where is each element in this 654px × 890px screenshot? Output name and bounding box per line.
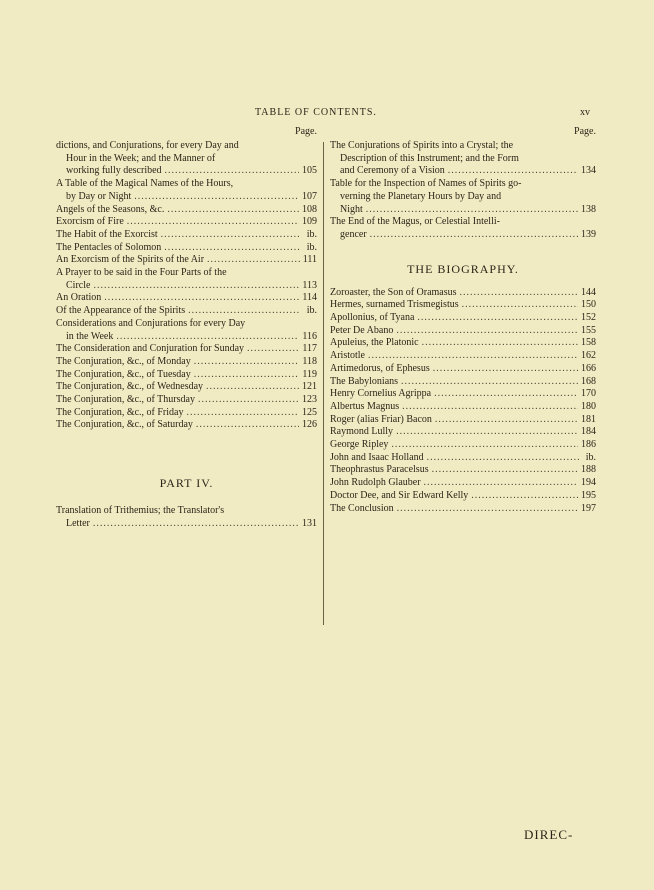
dot-leader [247,343,299,356]
dot-leader [206,381,299,394]
toc-entry [330,490,596,503]
entry-page-number: 168 [581,375,596,387]
toc-entry [56,178,317,203]
toc-entry [330,376,596,389]
entry-leader-line [56,191,317,204]
dot-leader [116,331,299,344]
entry-leader-line [330,401,596,414]
entry-leader-line [56,280,317,293]
toc-entry [330,178,596,216]
entry-page-number: 111 [302,254,317,266]
entry-page-number: 119 [302,368,317,380]
entry-leader-line [330,503,596,516]
dot-leader [104,292,299,305]
entry-page-number: 109 [302,216,317,228]
dot-leader [127,216,299,229]
entry-title: Of the Appearance of the Spirits [56,305,186,317]
entry-leader-line [330,325,596,338]
toc-entry [56,381,317,394]
toc-entry [330,426,596,439]
entry-title: Theophrastus Paracelsus [330,464,429,476]
entry-leader-line [330,312,596,325]
entry-leader-line [330,490,596,503]
entry-page-number: 123 [302,394,317,406]
entry-title: The Conjuration, &c., of Wednesday [56,381,204,393]
entry-title: Zoroaster, the Son of Oramasus [330,286,457,298]
dot-leader [397,503,578,516]
entry-title: Doctor Dee, and Sir Edward Kelly [330,489,469,501]
dot-leader [434,388,578,401]
entry-leader-line [330,388,596,401]
entry-title: and Ceremony of a Vision [340,165,445,177]
dot-leader [435,414,578,427]
dot-leader [167,204,299,217]
entry-leader-line [56,343,317,356]
entry-title: Letter [66,517,90,529]
page-column-header: Page. [295,126,317,137]
toc-entry [330,363,596,376]
entry-title: Raymond Lully [330,426,394,438]
entry-title: Aristotle [330,350,365,362]
dot-leader [462,299,578,312]
column-divider [323,142,324,625]
dot-leader [396,426,578,439]
dot-leader [93,518,299,531]
entry-page-number: 105 [302,165,317,177]
dot-leader [370,229,578,242]
dot-leader [432,464,578,477]
toc-entry [56,419,317,432]
entry-title: in the Week [66,330,114,342]
entry-leader-line [56,331,317,344]
entry-title: The Conjuration, &c., of Saturday [56,419,193,431]
entry-page-number: 166 [581,362,596,374]
entry-leader-line [56,356,317,369]
entry-title: gencer [340,228,367,240]
entry-page-number: 118 [302,355,317,367]
dot-leader [134,191,299,204]
entry-page-number: 188 [581,464,596,476]
entry-leader-line [56,518,317,531]
entry-page-number: 138 [581,203,596,215]
entry-page-number: ib. [306,241,317,253]
left-entry-list [56,140,317,432]
dot-leader [402,401,578,414]
entry-page-number: 144 [581,286,596,298]
entry-leader-line [330,464,596,477]
entry-page-number: ib. [306,305,317,317]
entry-text-line: Hour in the Week; and the Manner of [66,152,216,164]
entry-page-number: 107 [302,190,317,202]
entry-title: An Exorcism of the Spirits of the Air [56,254,205,266]
entry-leader-line [56,381,317,394]
entry-title: George Ripley [330,439,389,451]
entry-text-line: Table for the Inspection of Names of Spirits go- [330,178,522,190]
dot-leader [93,280,299,293]
dot-leader [460,287,578,300]
entry-page-number: 114 [302,292,317,304]
entry-title: Henry Cornelius Agrippa [330,388,432,400]
dot-leader [164,242,300,255]
entry-page-number: 194 [581,477,596,489]
toc-entry [56,343,317,356]
toc-entry [330,312,596,325]
entry-page-number: 116 [302,330,317,342]
entry-title: The Conjuration, &c., of Monday [56,355,191,367]
entry-page-number: 117 [302,343,317,355]
toc-entry [56,369,317,382]
toc-entry [56,204,317,217]
toc-entry [330,350,596,363]
entry-text-line: The Conjurations of Spirits into a Crystal; the [330,140,514,151]
entry-title: The Conjuration, &c., of Friday [56,406,184,418]
toc-entry [330,325,596,338]
entry-leader-line [56,242,317,255]
entry-text-line: Translation of Trithemius; the Translator's [56,505,225,517]
entry-text-line: verning the Planetary Hours by Day and [340,190,502,202]
entry-leader-line [330,477,596,490]
toc-entry [330,140,596,178]
entry-title: Night [340,203,363,215]
running-title: TABLE OF CONTENTS. [255,107,377,118]
entry-page-number: 195 [581,489,596,501]
toc-entry [56,267,317,292]
toc-entry [330,388,596,401]
toc-entry [330,477,596,490]
toc-entry [56,216,317,229]
right-entry-list [330,140,596,242]
toc-entry [330,287,596,300]
dot-leader [194,369,300,382]
entry-title: John and Isaac Holland [330,451,424,463]
entry-leader-line [330,350,596,363]
entry-title: Albertus Magnus [330,400,400,412]
entry-leader-line [330,452,596,465]
entry-leader-line [56,394,317,407]
toc-entry [330,439,596,452]
entry-page-number: 186 [581,439,596,451]
toc-entry [56,140,317,178]
entry-page-number: 181 [581,413,596,425]
entry-page-number: 152 [581,312,596,324]
toc-entry [56,292,317,305]
entry-leader-line [330,165,596,178]
entry-leader-line [330,426,596,439]
toc-entry [330,503,596,516]
dot-leader [366,204,578,217]
entry-page-number: 170 [581,388,596,400]
toc-entry [330,452,596,465]
entry-title: Exorcism of Fire [56,216,124,228]
entry-text-line: A Prayer to be said in the Four Parts of the [56,267,227,279]
entry-page-number: 121 [302,381,317,393]
entry-leader-line [56,216,317,229]
entry-page-number: 108 [302,203,317,215]
dot-leader [433,363,578,376]
entry-title: Hermes, surnamed Trismegistus [330,299,459,311]
dot-leader [207,254,300,267]
toc-entry [56,318,317,343]
dot-leader [165,165,299,178]
entry-leader-line [330,299,596,312]
part-entry-list [56,505,317,530]
entry-leader-line [56,305,317,318]
entry-title: Peter De Abano [330,324,394,336]
entry-page-number: 158 [581,337,596,349]
toc-entry [330,464,596,477]
dot-leader [422,337,578,350]
entry-title: The Pentacles of Solomon [56,241,162,253]
entry-leader-line [330,287,596,300]
toc-entry [330,216,596,241]
entry-page-number: ib. [306,228,317,240]
entry-leader-line [56,407,317,420]
toc-entry [56,505,317,530]
page-column-header: Page. [574,126,596,137]
entry-title: Apollonius, of Tyana [330,312,415,324]
toc-entry [330,401,596,414]
entry-leader-line [330,204,596,217]
entry-text-line: Considerations and Conjurations for every Day [56,317,246,329]
entry-leader-line [56,369,317,382]
entry-leader-line [56,229,317,242]
entry-text-line: Description of this Instrument; and the Form [340,152,519,164]
entry-page-number: 139 [581,228,596,240]
entry-leader-line [330,337,596,350]
entry-page-number: 180 [581,400,596,412]
entry-page-number: 125 [302,406,317,418]
entry-page-number: 134 [581,165,596,177]
entry-title: Artimedorus, of Ephesus [330,362,430,374]
entry-leader-line [330,229,596,242]
dot-leader [188,305,300,318]
entry-leader-line [56,165,317,178]
dot-leader [198,394,299,407]
entry-leader-line [56,292,317,305]
entry-leader-line [56,419,317,432]
catchword: DIREC- [524,827,574,842]
right-column [330,124,596,515]
dot-leader [196,419,299,432]
entry-title: Angels of the Seasons, &c. [56,203,165,215]
toc-entry [56,407,317,420]
dot-leader [448,165,578,178]
section-heading: THE BIOGRAPHY. [407,261,519,276]
left-column [56,124,317,531]
dot-leader [391,439,578,452]
dot-leader [427,452,579,465]
entry-text-line: The End of the Magus, or Celestial Intelli- [330,216,500,228]
entry-title: The Babylonians [330,375,399,387]
entry-page-number: 155 [581,324,596,336]
entry-title: The Conjuration, &c., of Tuesday [56,368,191,380]
entry-title: working fully described [66,165,162,177]
dot-leader [401,376,578,389]
dot-leader [424,477,578,490]
toc-entry [330,414,596,427]
entry-leader-line [330,414,596,427]
entry-title: The Conclusion [330,502,394,514]
entry-page-number: 150 [581,299,596,311]
entry-leader-line [56,254,317,267]
entry-page-number: ib. [585,451,596,463]
entry-title: by Day or Night [66,190,132,202]
dot-leader [396,325,578,338]
entry-title: The Consideration and Conjuration for Sunday [56,343,245,355]
entry-leader-line [330,363,596,376]
toc-entry [56,229,317,242]
entry-text-line: A Table of the Magical Names of the Hours, [56,178,234,190]
toc-entry [56,242,317,255]
dot-leader [471,490,578,503]
entry-title: Circle [66,279,91,291]
entry-text-line: dictions, and Conjurations, for every Day and [56,140,239,151]
dot-leader [161,229,300,242]
toc-entry [330,299,596,312]
entry-page-number: 131 [302,517,317,529]
toc-entry [56,356,317,369]
toc-entry [56,305,317,318]
entry-title: Roger (alias Friar) Bacon [330,413,432,425]
entry-title: John Rudolph Glauber [330,477,421,489]
entry-title: The Habit of the Exorcist [56,228,158,240]
entry-title: An Oration [56,292,102,304]
entry-title: Apuleius, the Platonic [330,337,419,349]
entry-page-number: 184 [581,426,596,438]
toc-entry [56,254,317,267]
toc-entry [330,337,596,350]
entry-leader-line [330,439,596,452]
entry-page-number: 162 [581,350,596,362]
entry-leader-line [56,204,317,217]
running-head [0,107,654,121]
entry-page-number: 126 [302,419,317,431]
entry-leader-line [330,376,596,389]
entry-title: The Conjuration, &c., of Thursday [56,394,195,406]
dot-leader [417,312,578,325]
part-heading: PART IV. [159,476,214,491]
toc-entry [56,394,317,407]
page-number: xv [580,107,590,118]
entry-page-number: 113 [302,279,317,291]
dot-leader [368,350,578,363]
dot-leader [186,407,299,420]
entry-page-number: 197 [581,502,596,514]
biography-entry-list [330,287,596,516]
dot-leader [194,356,300,369]
